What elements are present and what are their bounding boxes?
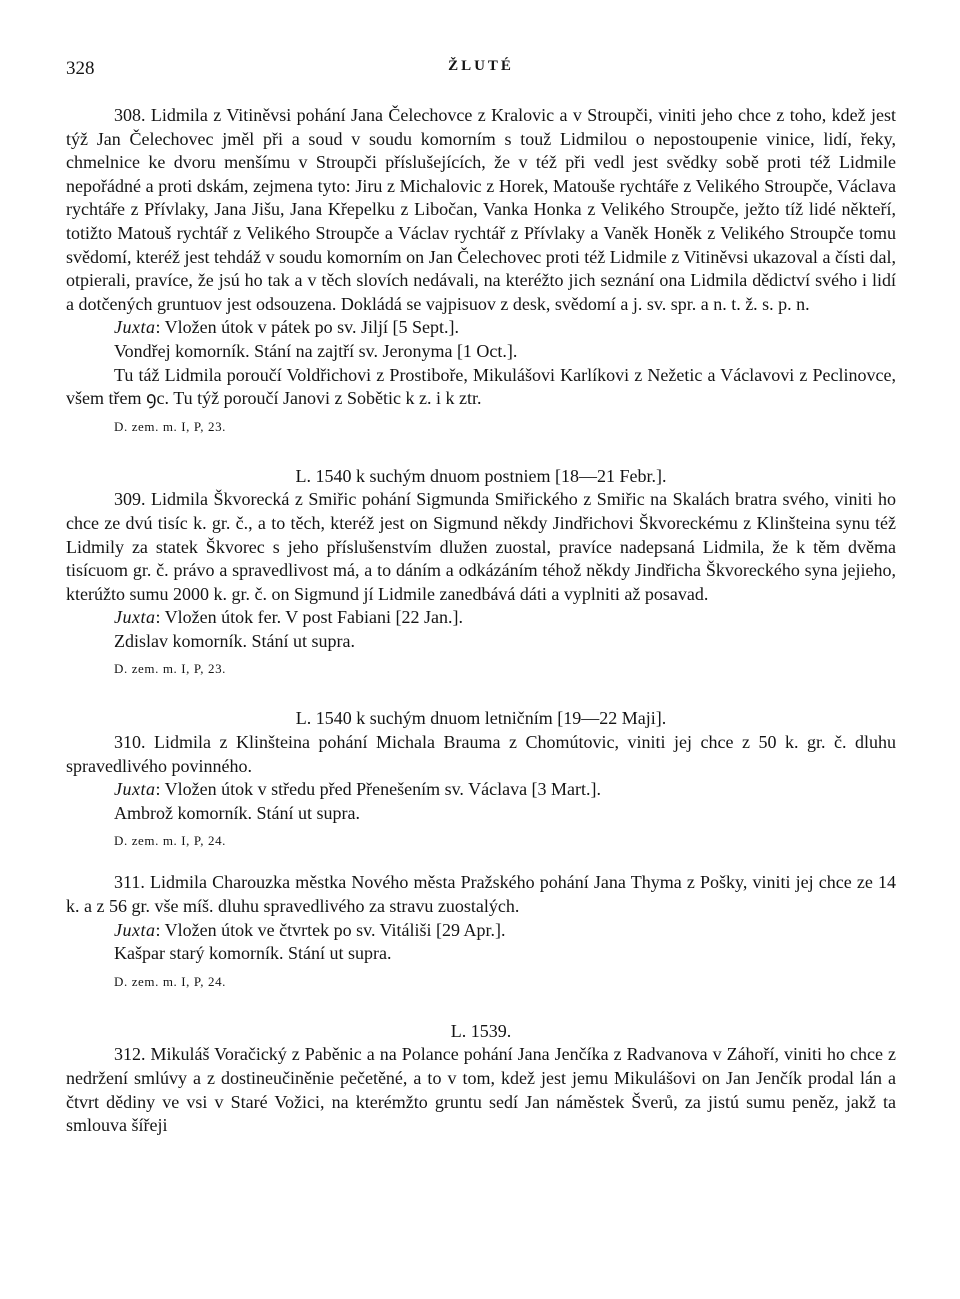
running-head: ŽLUTÉ	[448, 58, 514, 74]
source-reference: D. zem. m. I, P, 23.	[114, 418, 227, 434]
date-heading: L. 1540 k suchým dnuom letničním [19—22 Maji].	[295, 708, 667, 729]
entry-text: 308. Lidmila z Vitiněvsi pohání Jana Čelechovce z Kralovic a v Stroupči, viniti jeho chce z toho, kdež jest týž Jan Čelechovec jměl při a soud v soudu komorním s touž Lidmilou o nepostoupenie vinice, lidí, řeky, chmelnice ke dvoru menšímu v Stroupči příslušejících, že v též při vedl jest svědky sobě proti též Lidmile nepořádné a proti dskám, zejmena tyto: Jiru z Michalovic z Horek, Matouše rychtáře z Velikého Stroupče, Václava rychtáře z Přívlaky, Jana Jišu, Jana Křepelku z Libočan, Vanka Honka z Velikého Stroupče, ježto tíž lidé někteří, totižto Matouš rychtář z Velikého Stroupče a Václav rychtář z Přívlaky a Vaněk Honěk z Velikého Stroupče tomu svědomí, kteréž jest tehdáž v soudu komorním on Jan Čelechovec proti též Lidmile z Vitiněvsi ukazoval a čísti dal, otpierali, pravíce, že jsú ho tak a v těch slovích nedávali, na kteréžto jich seznání ona Lidmila dědictví svého i lidí a dotčených gruntuov jest odsouzena. Dokládá se vajpisuov z desk, svědomí a j. sv. spr. a n. t. ž. s. p. n.	[66, 105, 896, 314]
entry-text: 312. Mikuláš Voračický z Paběnic a na Polance pohání Jana Jenčíka z Radvanova v Záhoří, viniti ho chce z nedržení smlúvy a z dostineučiněnie pečetěné, a to v tom, kdež jest jemu Mikulášovi on Jan Jenčík prodal lán a čtvrt dědiny ve vsi v Staré Vožici, na kterémžto gruntu sedí Jan náměstek Šverů, za jistú sumu peněz, jakž ta smlouva šířeji	[66, 1044, 896, 1136]
entry-text: 309. Lidmila Škvorecká z Smiřic pohání Sigmunda Smiřického z Smiřic na Skalách bratra svého, viniti ho chce ze dvú tisíc k. gr. č., a to těch, kteréž jest on Sigmund někdy Jindřichovi Škvoreckému z Klinšteina synu též Lidmily za statek Škvorec s jeho příslušenstvím dlužen zuostal, pravíce nadepsaná Lidmila, že k těm dvěma tisícuom gr. č. právo a spravedlivost má, a to dáním a odkázáním téhož někdy Jindřicha Škvoreckého syna jejieho, kterúžto sumu 2000 k. gr. č. on Sigmund jí Lidmile zanedbává dáti a vyplniti až posavad.	[66, 489, 896, 604]
juxta-label: Juxta	[114, 919, 156, 940]
page-body	[66, 104, 896, 1138]
document-page	[66, 58, 896, 1136]
entry-311	[66, 871, 896, 991]
juxta-text: : Vložen útok ve čtvrtek po sv. Vitáliši [29 Apr.].	[155, 919, 506, 940]
juxta-line	[66, 778, 896, 802]
entry-extra: Tu táž Lidmila poroučí Voldřichovi z Prostiboře, Mikulášovi Karlíkovi z Nežetic a Václavovi z Peclinovce, všem třem ꝯc. Tu týž poroučí Janovi z Sobětic k z. i k ztr.	[66, 364, 896, 409]
juxta-text: : Vložen útok v středu před Přenešením sv. Václava [3 Mart.].	[155, 779, 602, 800]
komornik-line: Kašpar starý komorník. Stání ut supra.	[114, 943, 392, 964]
entry-text: 310. Lidmila z Klinšteina pohání Michala Brauma z Chomútovic, viniti jej chce z 50 k. gr. č. dluhu spravedlivého povinného.	[66, 732, 896, 776]
juxta-line	[66, 606, 896, 630]
juxta-text: : Vložen útok v pátek po sv. Jiljí [5 Sept.].	[155, 317, 459, 338]
date-heading: L. 1539.	[450, 1020, 512, 1041]
page-number: 328	[66, 58, 95, 79]
entry-text: 311. Lidmila Charouzka městka Nového města Pražského pohání Jana Thyma z Pošky, viniti jej chce ze 14 k. a z 56 gr. vše míš. dluhu spravedlivého za stravu zuostalých.	[66, 872, 896, 917]
juxta-line	[66, 316, 896, 340]
entry-310	[66, 731, 896, 851]
juxta-label: Juxta	[114, 607, 156, 628]
juxta-label: Juxta	[114, 317, 156, 338]
komornik-line: Zdislav komorník. Stání ut supra.	[114, 630, 355, 651]
entry-309	[66, 488, 896, 679]
juxta-text: : Vložen útok fer. V post Fabiani [22 Jan.].	[155, 607, 463, 628]
komornik-line: Vondřej komorník. Stání na zajtří sv. Jeronyma [1 Oct.].	[114, 340, 518, 361]
juxta-line	[66, 919, 896, 943]
date-heading: L. 1540 k suchým dnuom postniem [18—21 Febr.].	[295, 465, 667, 486]
entry-312	[66, 1043, 896, 1137]
source-reference: D. zem. m. I, P, 23.	[114, 661, 227, 677]
source-reference: D. zem. m. I, P, 24.	[114, 833, 227, 849]
juxta-label: Juxta	[114, 779, 156, 800]
source-reference: D. zem. m. I, P, 24.	[114, 973, 227, 989]
komornik-line: Ambrož komorník. Stání ut supra.	[114, 802, 360, 823]
page-header	[66, 58, 896, 88]
entry-308	[66, 104, 896, 437]
